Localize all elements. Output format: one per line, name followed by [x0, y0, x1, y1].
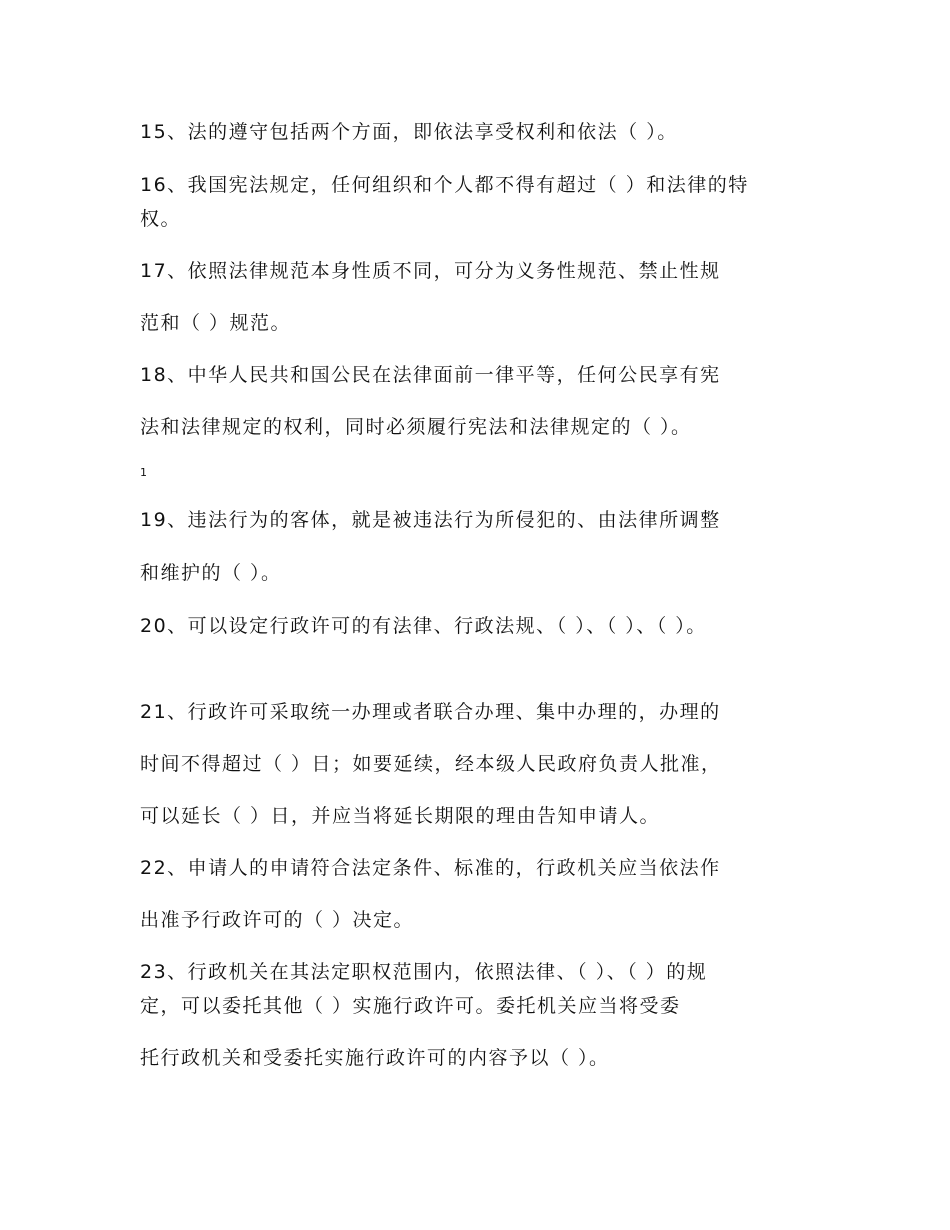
question-19-line-1: 19、违法行为的客体，就是被违法行为所侵犯的、由法律所调整	[140, 509, 721, 531]
question-17-line-2: 范和（ ）规范。	[140, 312, 292, 334]
question-21-line-1: 21、行政许可采取统一办理或者联合办理、集中办理的，办理的	[140, 701, 721, 723]
question-23-line-1: 23、行政机关在其法定职权范围内，依照法律、（ ）、（ ）的规	[140, 961, 708, 983]
question-16-line-1: 16、我国宪法规定，任何组织和个人都不得有超过（ ）和法律的特	[140, 174, 749, 196]
question-22-line-2: 出准予行政许可的（ ）决定。	[140, 909, 415, 931]
question-18-line-2: 法和法律规定的权利，同时必须履行宪法和法律规定的（ ）。	[140, 416, 692, 438]
question-23-line-2: 定，可以委托其他（ ）实施行政许可。委托机关应当将受委	[140, 995, 681, 1017]
question-16-line-2: 权。	[140, 208, 182, 230]
question-21-line-3: 可以延长（ ）日，并应当将延长期限的理由告知申请人。	[140, 805, 661, 827]
question-22-line-1: 22、申请人的申请符合法定条件、标准的，行政机关应当依法作	[140, 857, 721, 879]
page-number: 1	[140, 466, 147, 479]
question-19-line-2: 和维护的（ ）。	[140, 562, 282, 584]
question-17-line-1: 17、依照法律规范本身性质不同，可分为义务性规范、禁止性规	[140, 260, 721, 282]
question-18-line-1: 18、中华人民共和国公民在法律面前一律平等，任何公民享有宪	[140, 364, 721, 386]
question-15-line-1: 15、法的遵守包括两个方面，即依法享受权利和依法（ ）。	[140, 121, 678, 143]
question-20-line-1: 20、可以设定行政许可的有法律、行政法规、（ ）、（ ）、（ ）。	[140, 615, 707, 637]
question-23-line-3: 托行政机关和受委托实施行政许可的内容予以（ ）。	[140, 1047, 610, 1069]
question-21-line-2: 时间不得超过（ ）日；如要延续，经本级人民政府负责人批准，	[140, 753, 722, 775]
